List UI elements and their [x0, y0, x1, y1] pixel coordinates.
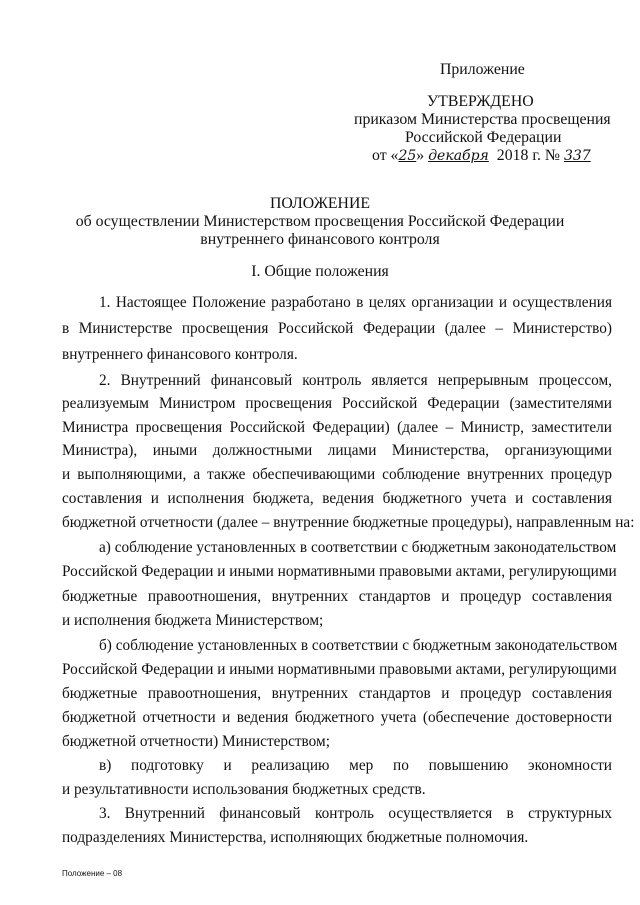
order-line-2: Российской Федерации	[405, 129, 562, 146]
pb-line-4: бюджетной отчетности и ведения бюджетного учета (обеспечение достоверности	[62, 709, 612, 726]
p1-line-2: в Министерстве просвещения Российской Федерации (далее – Министерство)	[62, 320, 612, 337]
p3-line-1: 3. Внутренний финансовый контроль осуществляется в структурных	[99, 805, 612, 822]
p3-line-2: подразделениях Министерства, исполняющих бюджетные полномочия.	[62, 829, 529, 846]
title-line-2: внутреннего финансового контроля	[200, 231, 440, 248]
pa-line-2: Российской Федерации и иными нормативными правовыми актами, регулирующими	[62, 563, 617, 580]
date-day-handwritten: 25	[398, 148, 417, 164]
pb-line-2: Российской Федерации и иными нормативными правовыми актами, регулирующими	[62, 661, 617, 678]
order-date-line	[372, 147, 591, 165]
p2-line-4: Министра), иными должностными лицами Министерства, организующими	[62, 442, 612, 459]
date-prefix: от «	[372, 147, 399, 164]
p1-line-3: внутреннего финансового контроля.	[62, 346, 298, 363]
order-line-1: приказом Министерства просвещения	[354, 111, 611, 128]
document-title: ПОЛОЖЕНИЕ	[269, 195, 371, 212]
order-number-handwritten: 337	[563, 148, 591, 164]
date-mid: »	[416, 147, 425, 164]
pa-line-4: и исполнения бюджета Министерством;	[62, 612, 324, 629]
pb-line-1: б) соблюдение установленных в соответствии с бюджетным законодательством	[99, 637, 618, 654]
pv-line-2: и результативности использования бюджетных средств.	[62, 781, 426, 798]
pb-line-5: бюджетной отчетности) Министерством;	[62, 733, 330, 750]
date-month-handwritten: декабря	[428, 148, 489, 164]
p2-line-2: реализуемым Министром просвещения Российской Федерации (заместителями	[62, 395, 612, 412]
appendix-label: Приложение	[440, 61, 525, 78]
title-line-1: об осуществлении Министерством просвещения Российской Федерации	[75, 213, 565, 230]
pb-line-3: бюджетные правоотношения, внутренних стандартов и процедур составления	[62, 685, 612, 702]
p2-line-1: 2. Внутренний финансовый контроль является непрерывным процессом,	[99, 372, 612, 389]
footer-code: Положение – 08	[62, 869, 123, 878]
approved-label: УТВЕРЖДЕНО	[427, 93, 534, 110]
p2-line-3: Министра просвещения Российской Федерации) (далее – Министр, заместители	[62, 419, 612, 436]
pa-line-1: а) соблюдение установленных в соответствии с бюджетным законодательством	[99, 539, 617, 556]
section-heading: I. Общие положения	[251, 263, 389, 280]
date-year: 2018 г. №	[492, 147, 564, 164]
p1-line-1: 1. Настоящее Положение разработано в целях организации и осуществления	[99, 294, 612, 311]
p2-line-5: и выполняющими, а также обеспечивающими соблюдение внутренних процедур	[62, 466, 612, 483]
pv-line-1: в) подготовку и реализацию мер по повышению экономности	[99, 757, 612, 774]
p2-line-6: составления и исполнения бюджета, ведения бюджетного учета и составления	[62, 490, 612, 507]
pa-line-3: бюджетные правоотношения, внутренних стандартов и процедур составления	[62, 588, 612, 605]
p2-line-7: бюджетной отчетности (далее – внутренние бюджетные процедуры), направленным на:	[62, 514, 635, 531]
